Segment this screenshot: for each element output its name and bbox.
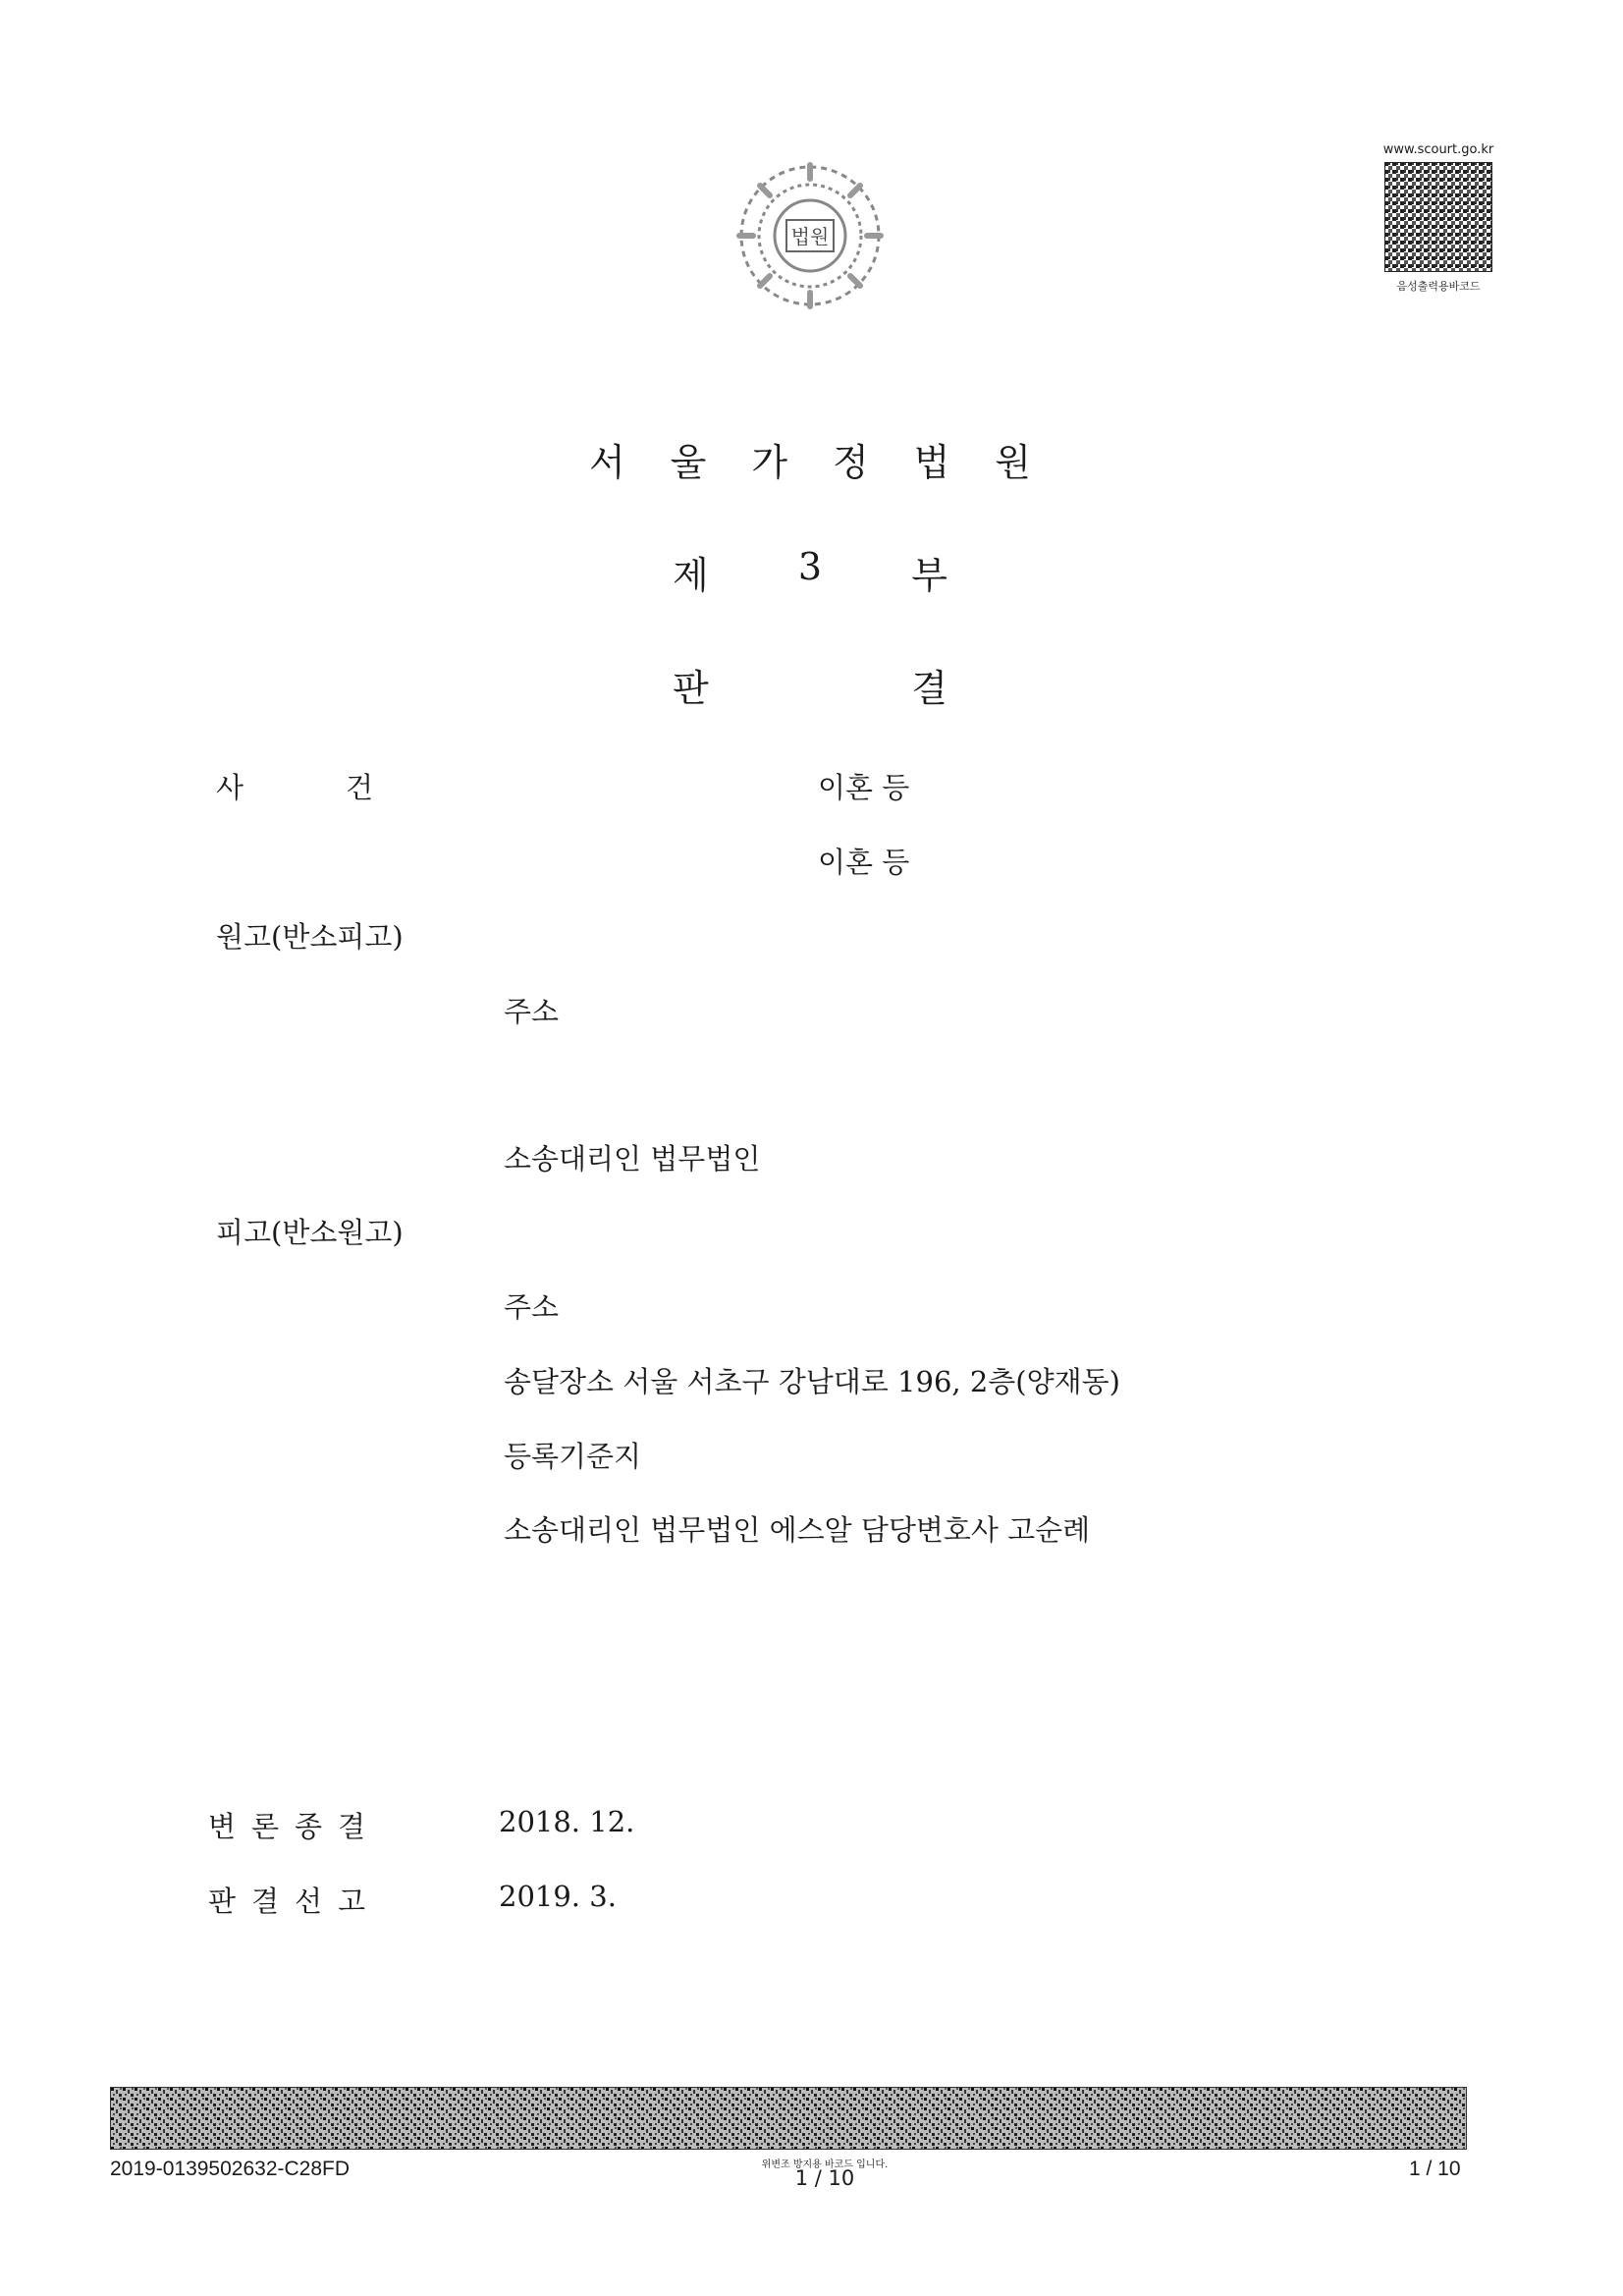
page-number-right: 1 / 10 bbox=[1409, 2158, 1461, 2180]
court-char: 정 bbox=[832, 441, 869, 484]
defendant-address-label: 주소 bbox=[504, 1290, 560, 1324]
doc-type-char: 결 bbox=[911, 667, 947, 710]
judgment-date: 2019. 3. bbox=[499, 1880, 617, 1913]
judgment-label-char: 판 bbox=[208, 1885, 237, 1918]
department bbox=[673, 545, 947, 599]
case-line-2: 이혼 등 bbox=[818, 846, 910, 879]
anti-forgery-barcode-icon bbox=[110, 2087, 1467, 2150]
footer-center bbox=[746, 2156, 903, 2190]
document-type bbox=[673, 658, 947, 712]
defendant-label: 피고(반소원고) bbox=[216, 1216, 404, 1249]
seal-text: 법원 bbox=[790, 225, 830, 248]
plaintiff-address-label: 주소 bbox=[504, 995, 560, 1028]
plaintiff-representative: 소송대리인 법무법인 bbox=[504, 1142, 761, 1175]
defendant-registry: 등록기준지 bbox=[504, 1440, 642, 1473]
plaintiff-label: 원고(반소피고) bbox=[216, 920, 404, 954]
page-number-center: 1 / 10 bbox=[794, 2166, 855, 2190]
qr-code-icon bbox=[1384, 162, 1492, 272]
case-label-char: 사 bbox=[216, 771, 244, 804]
court-char: 가 bbox=[751, 441, 788, 484]
department-char: 부 bbox=[911, 554, 947, 597]
closing-date: 2018. 12. bbox=[499, 1805, 635, 1838]
qr-caption: 음성출력용바코드 bbox=[1396, 280, 1481, 293]
court-name bbox=[589, 432, 1031, 486]
defendant-service-address: 송달장소 서울 서초구 강남대로 196, 2층(양재동) bbox=[504, 1365, 1120, 1398]
department-char: 3 bbox=[797, 545, 823, 588]
court-seal-icon bbox=[731, 157, 889, 314]
court-char: 서 bbox=[589, 441, 625, 484]
closing-label-char: 종 bbox=[294, 1810, 322, 1843]
closing-label-char: 론 bbox=[250, 1810, 279, 1843]
court-char: 법 bbox=[913, 441, 950, 484]
judgment-label bbox=[208, 1880, 365, 1920]
qr-url: www.scourt.go.kr bbox=[1382, 142, 1494, 157]
case-line-1: 이혼 등 bbox=[818, 771, 910, 804]
closing-label-char: 결 bbox=[337, 1810, 365, 1843]
document-id: 2019-0139502632-C28FD bbox=[110, 2158, 351, 2180]
department-char: 제 bbox=[673, 554, 709, 597]
defendant-representative: 소송대리인 법무법인 에스알 담당변호사 고순례 bbox=[504, 1513, 1091, 1547]
judgment-label-char: 고 bbox=[337, 1885, 365, 1918]
judgment-label-char: 선 bbox=[294, 1885, 322, 1918]
doc-type-char: 판 bbox=[673, 667, 709, 710]
court-char: 울 bbox=[670, 441, 707, 484]
closing-label-char: 변 bbox=[208, 1810, 237, 1843]
case-label bbox=[216, 766, 373, 806]
barcode-note: 위변조 방지용 바코드 입니다. bbox=[761, 2159, 889, 2170]
case-label-char: 건 bbox=[345, 771, 373, 804]
closing-label bbox=[208, 1805, 365, 1845]
court-char: 원 bbox=[995, 441, 1031, 484]
judgment-label-char: 결 bbox=[250, 1885, 279, 1918]
